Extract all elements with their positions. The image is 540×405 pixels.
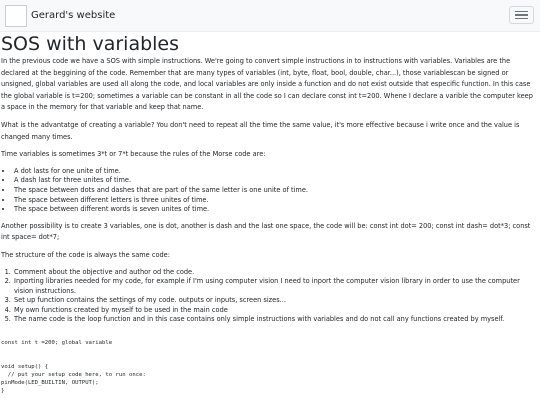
- structure-intro-paragraph: The structure of the code is always the same code:: [1, 250, 170, 259]
- list-item: 4. My own functions created by myself to be used in the main code: [13, 306, 539, 316]
- code-block: const int t =200; global variable void setup() { // put your setup code here, to run once: pinMode(LED_BUILTIN, OUTPUT); }: [1, 340, 146, 395]
- list-item: • The space between different letters is three unites of time.: [13, 196, 539, 206]
- possibility-paragraph: Another possibility is to create 3 variables, one is dot, another is dash and the last one space, the code will be: const int dot= 200; const int dash= dot*3; const int space= dot*7;: [1, 221, 531, 242]
- site-brand-link[interactable]: Gerard's website: [31, 10, 116, 21]
- intro-paragraph: In the previous code we have a SOS with simple instructions. We're going to convert simple instructions in to instructions with variables. Variables are the declared at the beggining of the code. Remember that are many types of variables (int, byte, float, bool, double, char...), those variablescan be signed or unsigned, global variables are used all along the code, and local variables are only inside a function and do not exist outside that especific function. In this case the global variable is t=200; sometimes a variable can be constant in all the code so I can declare const int t=200. Whene I declare a varible the computer keep a space in the memory for that variable and keep that name.: [1, 57, 533, 112]
- hamburger-icon-bar: [515, 14, 528, 15]
- list-item: • The space between dots and dashes that are part of the same letter is one unite of time.: [13, 186, 539, 196]
- code-structure-list: [1, 268, 539, 326]
- site-logo-image[interactable]: [5, 5, 27, 27]
- hamburger-icon-bar: [515, 18, 528, 19]
- top-navbar: [0, 0, 540, 32]
- morse-rules-list: [1, 167, 539, 215]
- hamburger-menu-button[interactable]: [509, 6, 534, 24]
- hamburger-icon-bar: [515, 11, 528, 12]
- article-content: [0, 33, 540, 395]
- time-intro-paragraph: Time variables is sometimes 3*t or 7*t because the rules of the Morse code are:: [1, 150, 266, 159]
- list-item: 5. The name code is the loop function and in this case contains only simple instructions with variables and do not call any functions created by myself.: [13, 315, 539, 325]
- list-item: 3. Set up function contains the settings of my code. outputs or inputs, screen sizes...: [13, 296, 539, 306]
- list-item: • A dot lasts for one unite of time.: [13, 167, 539, 177]
- advantage-paragraph: What is the advantatge of creating a variable? You don't need to repeat all the time the same value, it's more effective because i write once and the value is changed many times.: [1, 120, 520, 141]
- list-item: 1. Comment about the objective and author od the code.: [13, 268, 539, 278]
- list-item: • A dash last for three unites of time.: [13, 176, 539, 186]
- page-title: SOS with variables: [1, 33, 180, 55]
- list-item: 2. Inporting libraries needed for my code, for example if I'm using computer vision I need to inport the computer vision library in order to use the computer vision instructions.: [13, 277, 539, 296]
- list-item: • The space between different words is seven unites of time.: [13, 205, 539, 215]
